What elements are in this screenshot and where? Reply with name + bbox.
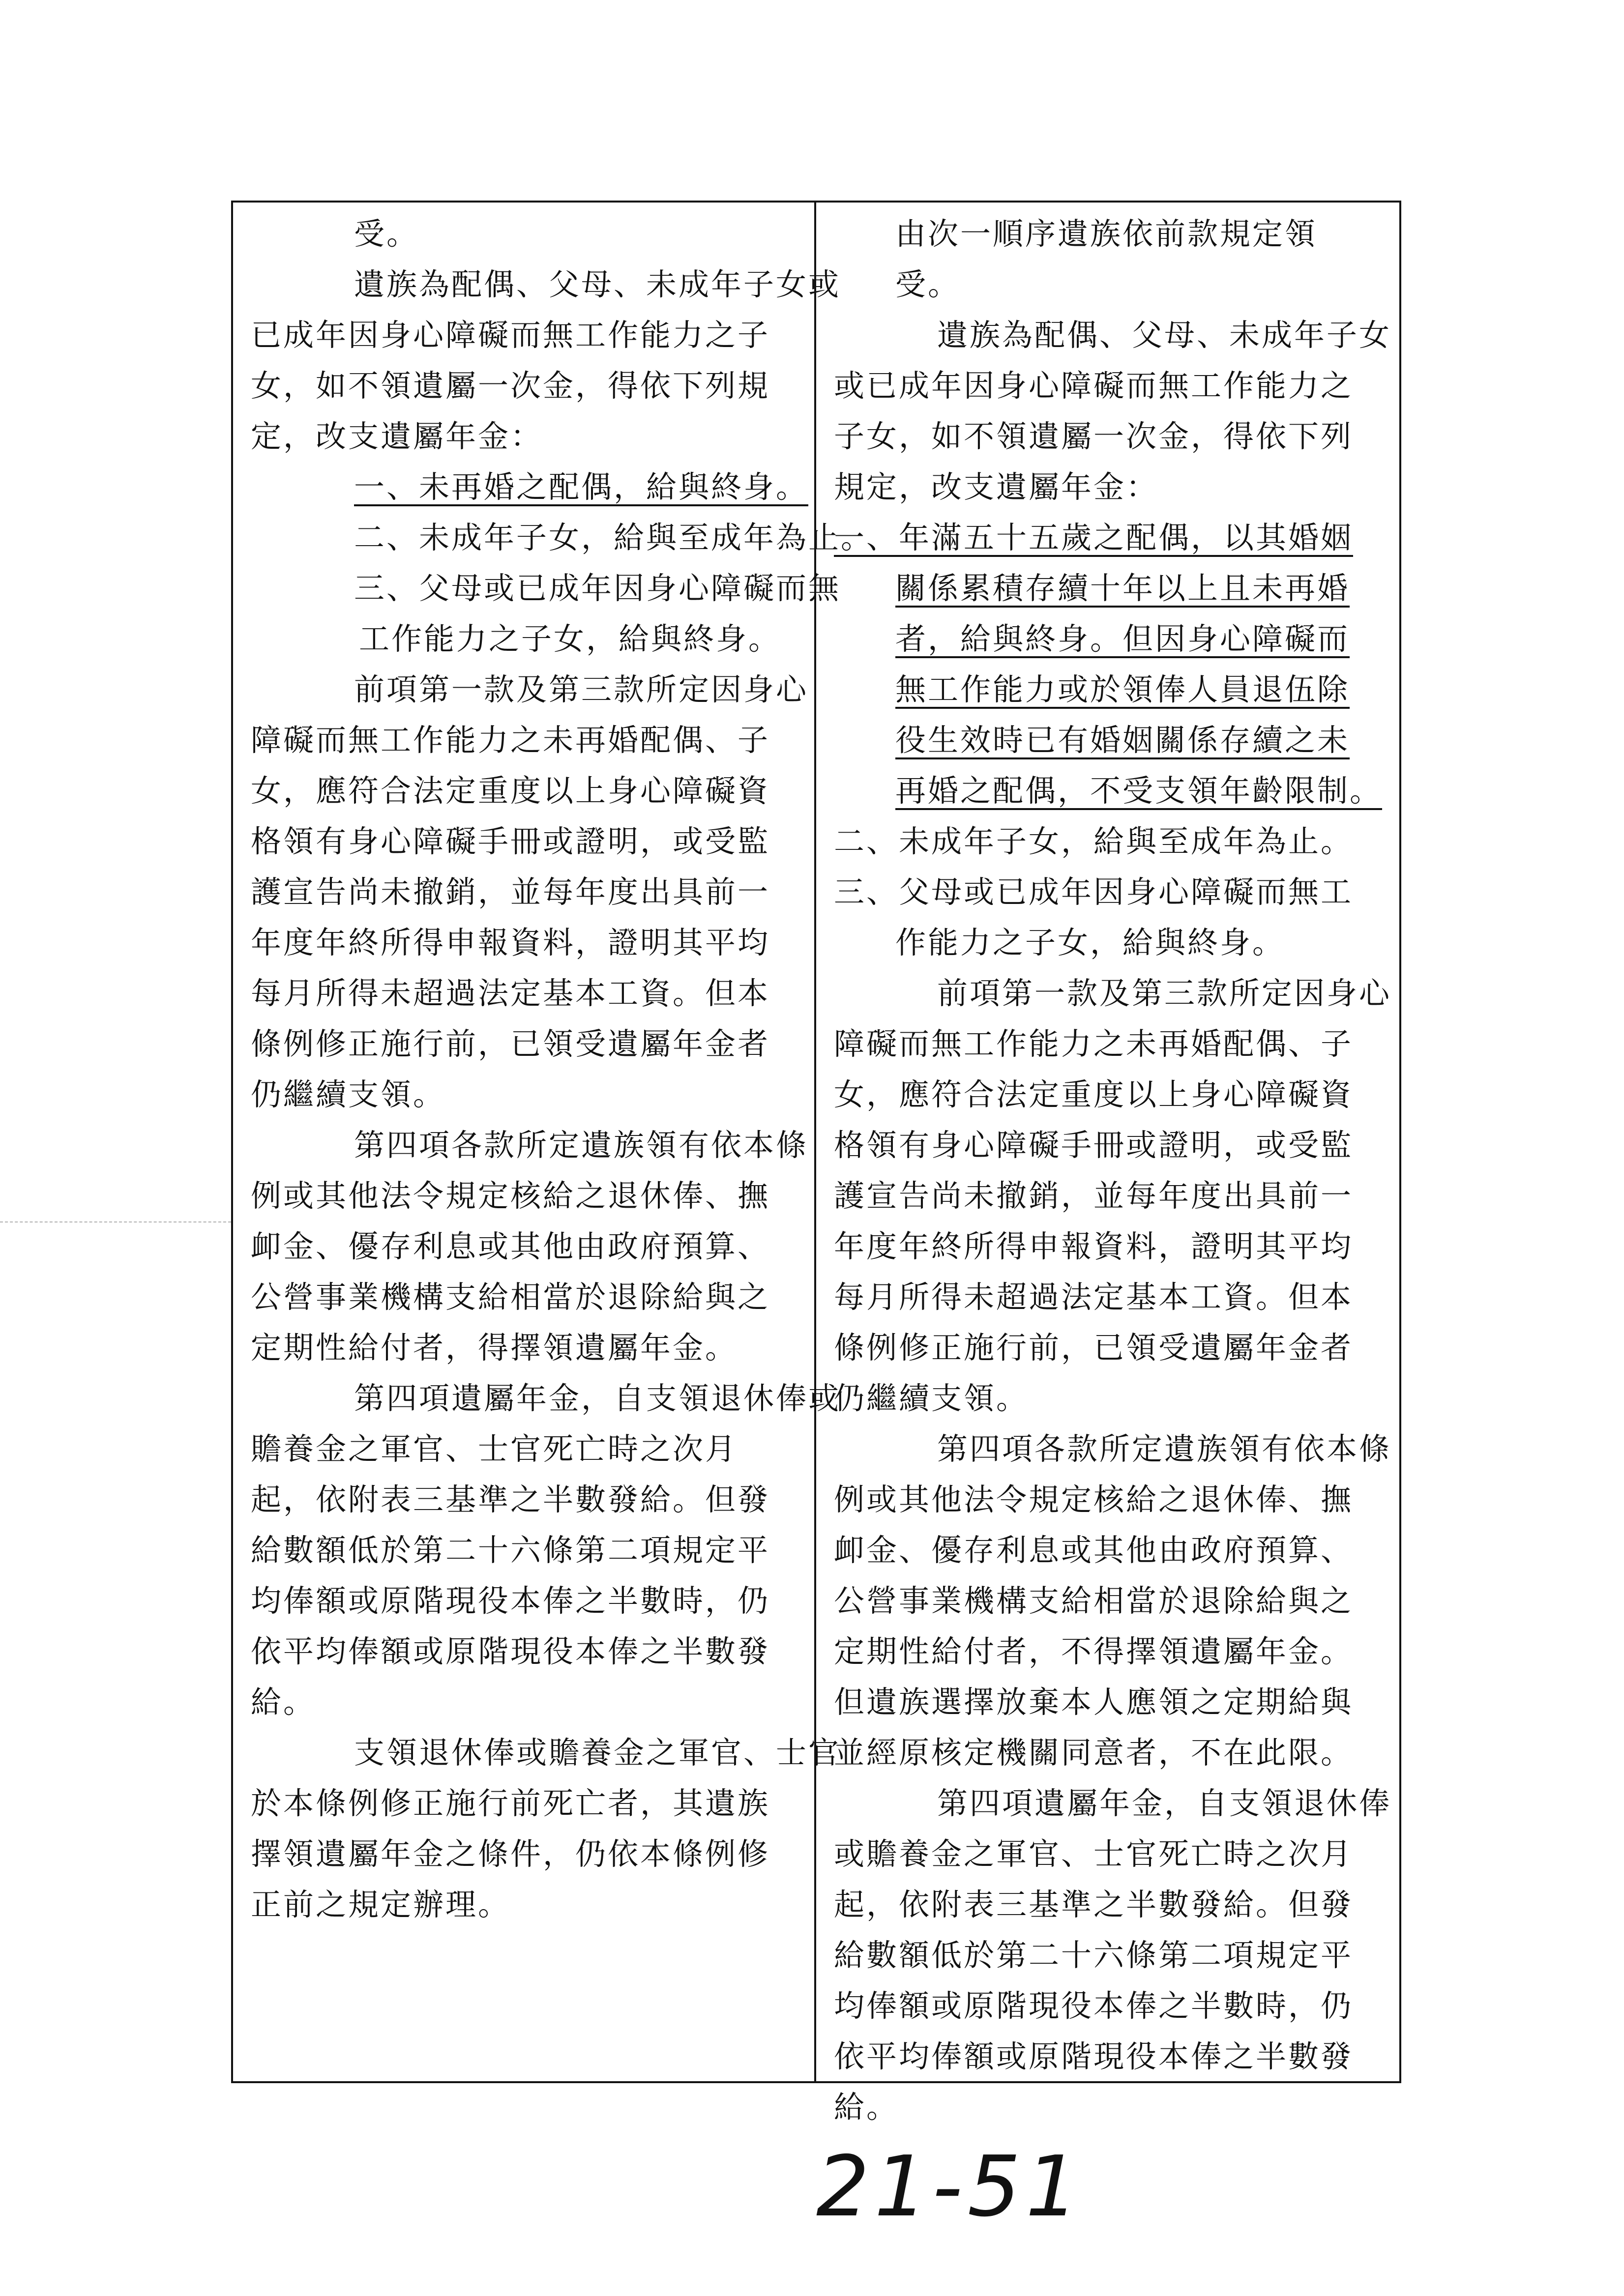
text-line: 每月所得未超過法定基本工資。但本 bbox=[251, 975, 770, 1011]
text-line: 定，改支遺屬年金： bbox=[251, 418, 543, 454]
text-line bbox=[251, 462, 809, 512]
text-line: 擇領遺屬年金之條件，仍依本條例修 bbox=[251, 1836, 770, 1872]
text-line: 受。 bbox=[354, 216, 419, 252]
text-line: 例或其他法令規定核給之退休俸、撫 bbox=[251, 1178, 770, 1214]
text-line: 卹金、優存利息或其他由政府預算、 bbox=[251, 1228, 770, 1264]
text-line: 依平均俸額或原階現役本俸之半數發 bbox=[251, 1633, 770, 1669]
text-line: 均俸額或原階現役本俸之半數時，仍 bbox=[251, 1583, 770, 1619]
text-line: 第四項各款所定遺族領有依本條 bbox=[937, 1431, 1392, 1467]
text-line: 但遺族選擇放棄本人應領之定期給與 bbox=[834, 1684, 1354, 1720]
amended-text: 役生效時已有婚姻關係存續之未 bbox=[895, 722, 1350, 758]
text-line bbox=[834, 664, 1382, 715]
text-line: 均俸額或原階現役本俸之半數時，仍 bbox=[834, 1988, 1354, 2024]
text-line: 仍繼續支領。 bbox=[834, 1380, 1029, 1416]
text-line: 公營事業機構支給相當於退除給與之 bbox=[834, 1583, 1354, 1619]
text-line: 障礙而無工作能力之未再婚配偶、子 bbox=[834, 1026, 1354, 1062]
text-line: 格領有身心障礙手冊或證明，或受監 bbox=[834, 1127, 1354, 1163]
text-line: 定期性給付者，不得擇領遺屬年金。 bbox=[834, 1633, 1354, 1669]
text-line: 三、父母或已成年因身心障礙而無 bbox=[354, 570, 841, 606]
text-line: 子女，如不領遺屬一次金，得依下列 bbox=[834, 418, 1354, 454]
text-line: 年度年終所得申報資料，證明其平均 bbox=[834, 1228, 1354, 1264]
text-line: 贍養金之軍官、士官死亡時之次月 bbox=[251, 1431, 738, 1467]
text-line: 遺族為配偶、父母、未成年子女或 bbox=[354, 266, 841, 302]
text-line: 遺族為配偶、父母、未成年子女 bbox=[937, 317, 1392, 353]
amended-text: 無工作能力或於領俸人員退伍除 bbox=[895, 671, 1350, 707]
text-line: 仍繼續支領。 bbox=[251, 1076, 446, 1112]
text-line: 或贍養金之軍官、士官死亡時之次月 bbox=[834, 1836, 1354, 1872]
text-line: 年度年終所得申報資料，證明其平均 bbox=[251, 925, 770, 960]
text-line bbox=[834, 715, 1382, 765]
text-line: 正前之規定辦理。 bbox=[251, 1887, 511, 1922]
text-line: 護宣告尚未撤銷，並每年度出具前一 bbox=[251, 874, 770, 910]
text-line: 工作能力之子女，給與終身。 bbox=[359, 621, 781, 657]
text-line: 支領退休俸或贍養金之軍官、士官 bbox=[354, 1735, 841, 1771]
text-line: 女，應符合法定重度以上身心障礙資 bbox=[251, 773, 770, 809]
text-line: 第四項各款所定遺族領有依本條 bbox=[354, 1127, 809, 1163]
text-line: 規定，改支遺屬年金： bbox=[834, 469, 1159, 505]
text-line: 第四項遺屬年金，自支領退休俸或 bbox=[354, 1380, 841, 1416]
text-line: 第四項遺屬年金，自支領退休俸 bbox=[937, 1785, 1392, 1821]
text-line: 女，如不領遺屬一次金，得依下列規 bbox=[251, 368, 770, 404]
amended-text: 關係累積存續十年以上且未再婚 bbox=[895, 570, 1350, 606]
text-line: 受。 bbox=[895, 266, 961, 302]
text-line: 女，應符合法定重度以上身心障礙資 bbox=[834, 1076, 1354, 1112]
text-line bbox=[834, 613, 1382, 664]
text-line: 並經原核定機關同意者，不在此限。 bbox=[834, 1735, 1354, 1771]
amended-text: 者，給與終身。但因身心障礙而 bbox=[895, 621, 1350, 657]
text-line: 前項第一款及第三款所定因身心 bbox=[354, 671, 809, 707]
text-line: 二、未成年子女，給與至成年為止。 bbox=[834, 823, 1354, 859]
text-line: 已成年因身心障礙而無工作能力之子 bbox=[251, 317, 770, 353]
text-line: 條例修正施行前，已領受遺屬年金者 bbox=[834, 1330, 1354, 1366]
text-line: 護宣告尚未撤銷，並每年度出具前一 bbox=[834, 1178, 1354, 1214]
text-line: 前項第一款及第三款所定因身心 bbox=[937, 975, 1392, 1011]
amended-text: 再婚之配偶，不受支領年齡限制。 bbox=[895, 773, 1383, 809]
right-column bbox=[816, 203, 1399, 2125]
text-line: 依平均俸額或原階現役本俸之半數發 bbox=[834, 2038, 1354, 2074]
text-line: 二、未成年子女，給與至成年為止。 bbox=[354, 520, 874, 555]
text-line: 卹金、優存利息或其他由政府預算、 bbox=[834, 1532, 1354, 1568]
text-line: 定期性給付者，得擇領遺屬年金。 bbox=[251, 1330, 738, 1366]
text-line: 給數額低於第二十六條第二項規定平 bbox=[251, 1532, 770, 1568]
text-line: 每月所得未超過法定基本工資。但本 bbox=[834, 1279, 1354, 1315]
text-line: 於本條例修正施行前死亡者，其遺族 bbox=[251, 1785, 770, 1821]
amended-text: 一、未再婚之配偶，給與終身。 bbox=[354, 469, 809, 505]
text-line: 作能力之子女，給與終身。 bbox=[895, 925, 1285, 960]
text-line: 公營事業機構支給相當於退除給與之 bbox=[251, 1279, 770, 1315]
left-column bbox=[233, 203, 874, 2081]
text-line: 給數額低於第二十六條第二項規定平 bbox=[834, 1937, 1354, 1973]
text-line: 條例修正施行前，已領受遺屬年金者 bbox=[251, 1026, 770, 1062]
text-line: 給。 bbox=[251, 1684, 316, 1720]
text-line: 由次一順序遺族依前款規定領 bbox=[895, 216, 1318, 252]
text-line: 例或其他法令規定核給之退休俸、撫 bbox=[834, 1482, 1354, 1517]
amended-text: 一、年滿五十五歲之配偶，以其婚姻 bbox=[834, 520, 1354, 555]
text-line: 或已成年因身心障礙而無工作能力之 bbox=[834, 368, 1354, 404]
text-line bbox=[834, 563, 1382, 613]
text-line bbox=[834, 765, 1382, 816]
scan-artifact-line bbox=[0, 1221, 231, 1222]
text-line: 起，依附表三基準之半數發給。但發 bbox=[251, 1482, 770, 1517]
text-line: 三、父母或已成年因身心障礙而無工 bbox=[834, 874, 1354, 910]
comparison-table bbox=[231, 201, 1401, 2125]
text-line: 起，依附表三基準之半數發給。但發 bbox=[834, 1887, 1354, 1922]
text-line: 格領有身心障礙手冊或證明，或受監 bbox=[251, 823, 770, 859]
text-line: 給。 bbox=[834, 2089, 899, 2125]
page-number: 21-51 bbox=[816, 2138, 1084, 2236]
text-line bbox=[834, 512, 1382, 563]
text-line: 障礙而無工作能力之未再婚配偶、子 bbox=[251, 722, 770, 758]
